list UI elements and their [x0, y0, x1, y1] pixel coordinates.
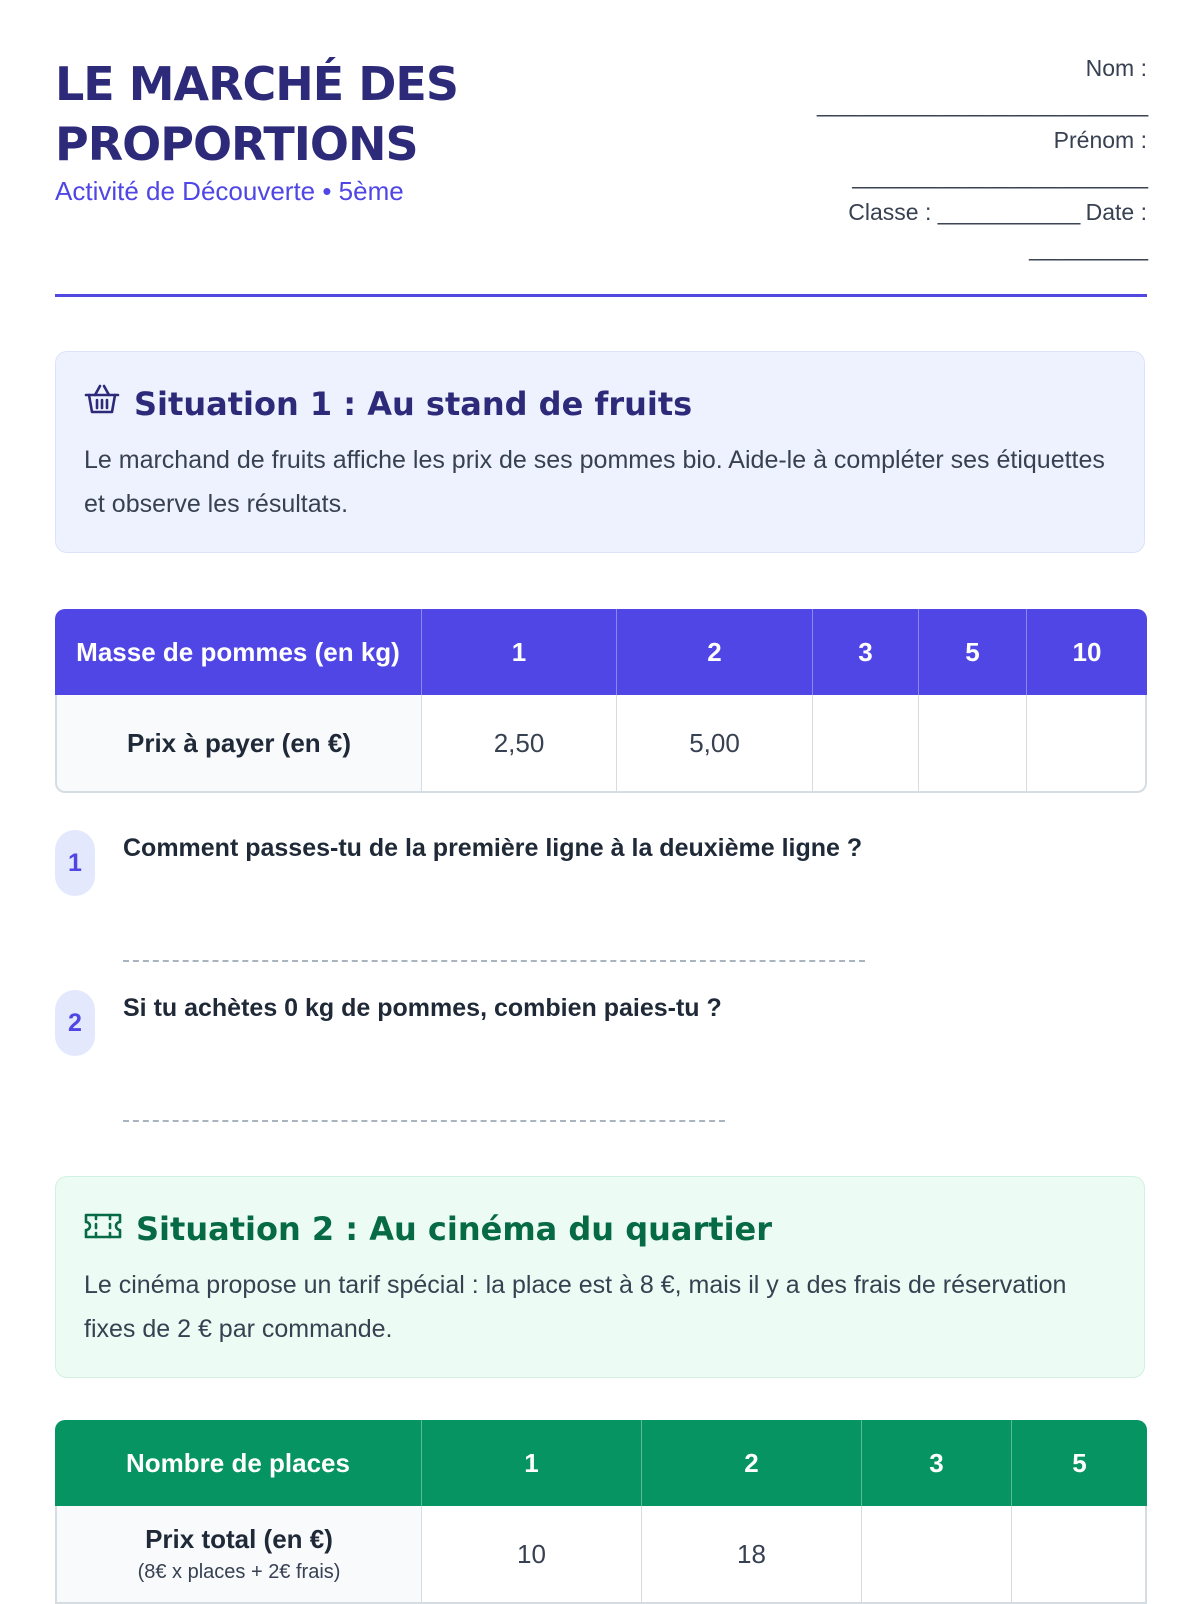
apples-price-table: [55, 609, 1147, 793]
table-column-header: 1: [422, 1420, 642, 1506]
table-column-header: 5: [919, 609, 1027, 695]
table-header-row: [55, 1420, 1147, 1506]
table-column-header: 3: [862, 1420, 1012, 1506]
table-cell: 10: [422, 1506, 642, 1604]
basket-icon: [84, 382, 120, 426]
answer-line[interactable]: [123, 960, 865, 962]
title-line-2: PROPORTIONS: [55, 117, 418, 171]
table-column-header: 2: [617, 609, 813, 695]
table-cell-empty[interactable]: [1027, 695, 1147, 793]
situation-2-title-text: Situation 2 : Au cinéma du quartier: [136, 1210, 773, 1248]
table-header-row: [55, 609, 1147, 695]
answer-line[interactable]: [123, 1120, 725, 1122]
situation-2-box: [55, 1176, 1145, 1378]
table-column-header: 2: [642, 1420, 862, 1506]
classe-label: Classe :: [848, 199, 932, 225]
situation-1-box: [55, 351, 1145, 553]
question-number-badge: 1: [55, 830, 95, 896]
situation-2-title: [84, 1207, 1116, 1251]
situation-2-text: Le cinéma propose un tarif spécial : la place est à 8 €, mais il y a des frais de réservation fixes de 2 € par commande.: [84, 1271, 1067, 1343]
table-row-header: Nombre de places: [55, 1420, 422, 1506]
worksheet-header: [55, 50, 1147, 296]
title-line-1: LE MARCHÉ DES: [55, 57, 458, 111]
table-cell-empty[interactable]: [862, 1506, 1012, 1604]
prenom-field[interactable]: _________________________: [852, 163, 1147, 189]
classe-field[interactable]: ____________: [937, 199, 1080, 225]
page-subtitle: Activité de Découverte • 5ème: [55, 176, 404, 206]
table-column-header: 3: [813, 609, 919, 695]
date-field[interactable]: __________: [1029, 235, 1147, 261]
table-row: [55, 695, 1147, 793]
table-column-header: 10: [1027, 609, 1147, 695]
table-cell: 5,00: [617, 695, 813, 793]
nom-field[interactable]: ____________________________: [817, 91, 1148, 117]
prenom-label: Prénom :: [1053, 127, 1147, 153]
row-label-sub: (8€ x places + 2€ frais): [137, 1561, 341, 1583]
table-cell-empty[interactable]: [1012, 1506, 1147, 1604]
date-label: Date :: [1085, 199, 1147, 225]
table-row: [55, 1506, 1147, 1604]
cinema-price-table: [55, 1420, 1147, 1604]
situation-1-title: [84, 382, 1116, 426]
table-row-label: Prix à payer (en €): [55, 695, 422, 793]
table-column-header: 1: [422, 609, 617, 695]
table-column-header: 5: [1012, 1420, 1147, 1506]
ticket-icon: [84, 1207, 122, 1251]
table-cell: 18: [642, 1506, 862, 1604]
question-text: Si tu achètes 0 kg de pommes, combien paies-tu ?: [123, 994, 722, 1022]
student-info: [817, 50, 1147, 266]
question-number-badge: 2: [55, 990, 95, 1056]
situation-1-title-text: Situation 1 : Au stand de fruits: [134, 385, 693, 423]
table-row-label: [55, 1506, 422, 1604]
header-divider: [55, 294, 1147, 297]
table-cell-empty[interactable]: [813, 695, 919, 793]
question-text: Comment passes-tu de la première ligne à la deuxième ligne ?: [123, 834, 863, 862]
table-row-header: Masse de pommes (en kg): [55, 609, 422, 695]
table-cell: 2,50: [422, 695, 617, 793]
situation-1-text: Le marchand de fruits affiche les prix de ses pommes bio. Aide-le à compléter ses étiquettes et observe les résultats.: [84, 446, 1105, 518]
table-cell-empty[interactable]: [919, 695, 1027, 793]
page-title: [55, 54, 615, 174]
nom-label: Nom :: [1085, 55, 1147, 81]
row-label-main: Prix total (en €): [145, 1524, 333, 1554]
